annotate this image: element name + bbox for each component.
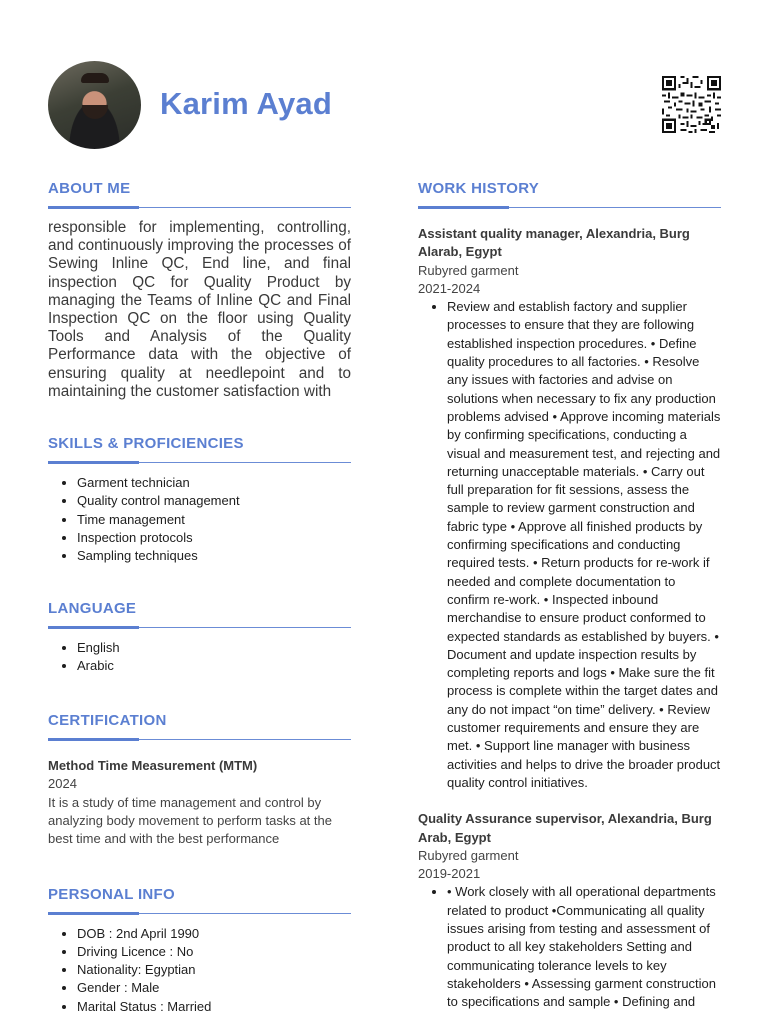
list-item: • Driving Licence : No xyxy=(77,943,351,961)
job-title: Assistant quality manager, Alexandria, Burg Alarab, Egypt xyxy=(418,226,690,260)
job-period: 2019-2021 xyxy=(418,866,481,882)
job-period: 2021-2024 xyxy=(418,280,481,296)
list-item: • Inspection protocols xyxy=(77,529,351,547)
certification-year: 2024 xyxy=(48,776,77,792)
language-section xyxy=(48,596,351,676)
certification-title: CERTIFICATION xyxy=(48,712,167,730)
personal-info-section xyxy=(48,882,351,1016)
list-item: • Arabic xyxy=(77,657,351,675)
job-title: Quality Assurance supervisor, Alexandria, Burg Arab, Egypt xyxy=(418,811,712,845)
section-divider xyxy=(48,207,351,209)
job-entry xyxy=(418,225,721,792)
list-item: • Nationality: Egyptian xyxy=(77,961,351,979)
avatar-beard xyxy=(82,105,108,119)
certification-section xyxy=(48,708,351,848)
list-item: • Garment technician xyxy=(77,474,351,492)
personal-info-title: PERSONAL INFO xyxy=(48,885,175,903)
list-item: • English xyxy=(77,639,351,657)
profile-photo xyxy=(48,61,141,149)
job-company: Rubyred garment xyxy=(418,262,519,278)
qr-code-icon xyxy=(662,76,721,133)
left-column xyxy=(48,176,351,1016)
job-duties-list xyxy=(418,298,721,792)
list-item: • Marital Status : Married xyxy=(77,998,351,1016)
list-item: • Gender : Male xyxy=(77,979,351,997)
avatar-hair xyxy=(81,73,109,83)
right-column xyxy=(418,176,721,1011)
list-item: • DOB : 2nd April 1990 xyxy=(77,925,351,943)
list-item: • Quality control management xyxy=(77,492,351,510)
about-section xyxy=(48,176,351,401)
skills-section xyxy=(48,431,351,565)
section-divider xyxy=(48,913,351,915)
section-divider xyxy=(48,462,351,464)
job-entry xyxy=(418,810,721,1011)
certification-name: Method Time Measurement (MTM) xyxy=(48,758,258,774)
job-company: Rubyred garment xyxy=(418,847,519,863)
work-history-section xyxy=(418,176,721,1011)
list-item: • • Work closely with all operational departments related to product •Communicating all quality issues arising from testing and assessment of product to all key stakeholders Setting and communicating tolerance levels to key stakeholders • Assessing garment construction to specifications and sample • Defining and xyxy=(447,883,721,1011)
about-title: ABOUT ME xyxy=(48,180,131,197)
list-item: • Sampling techniques xyxy=(77,547,351,565)
section-divider xyxy=(48,627,351,629)
skills-list xyxy=(48,474,351,565)
section-divider xyxy=(418,207,721,209)
certification-description: It is a study of time management and control by analyzing body movement to perform tasks at the best time and with the best performance xyxy=(48,794,332,847)
job-duties-list xyxy=(418,883,721,1011)
candidate-name: Karim Ayad xyxy=(160,86,332,121)
about-text: responsible for implementing, controlling, and continuously improving the processes of Sewing Inline QC, End line, and final inspection QC for Quality Product by managing the Teams of Inline QC and Final Inspection QC on the floor using Quality Tools and Analysis of the Quality Performance data with the objective of ensuring quality at needlepoint and to maintaining the customer satisfaction with xyxy=(48,219,351,400)
language-title: LANGUAGE xyxy=(48,599,137,617)
list-item: • Time management xyxy=(77,511,351,529)
work-history-title: WORK HISTORY xyxy=(418,180,540,197)
personal-info-list xyxy=(48,925,351,1016)
list-item: • Review and establish factory and supplier processes to ensure that they are following established inspection procedures. • Define quality procedures to all factories. • Resolve any issues with factories and advise on solutions when necessary to fix any production problems advised • Approve incoming materials by confirming specifications, conducting a visual and measurement test, and rejecting and returning unacceptable materials. • Carry out full preparation for fit sessions, assess the sample to review garment construction and fabric type • Approve all finished products by confirming specifications and conducting required tests. • Return products for re-work if needed and complete documentation to confirm re-work. • Inspected inbound merchandise to ensure product conformed to expected standards as established by buyers. • Document and update inspection results by completing reports and logs • Make sure the fit process is complete within the target dates and any do not impact “on time” delivery. • Review customer requirements and ensure they are met. • Support line manager with business activities and helps to drive the broader product quality control initiatives. xyxy=(447,298,721,792)
language-list xyxy=(48,639,351,676)
skills-title: SKILLS & PROFICIENCIES xyxy=(48,435,244,453)
section-divider xyxy=(48,739,351,741)
